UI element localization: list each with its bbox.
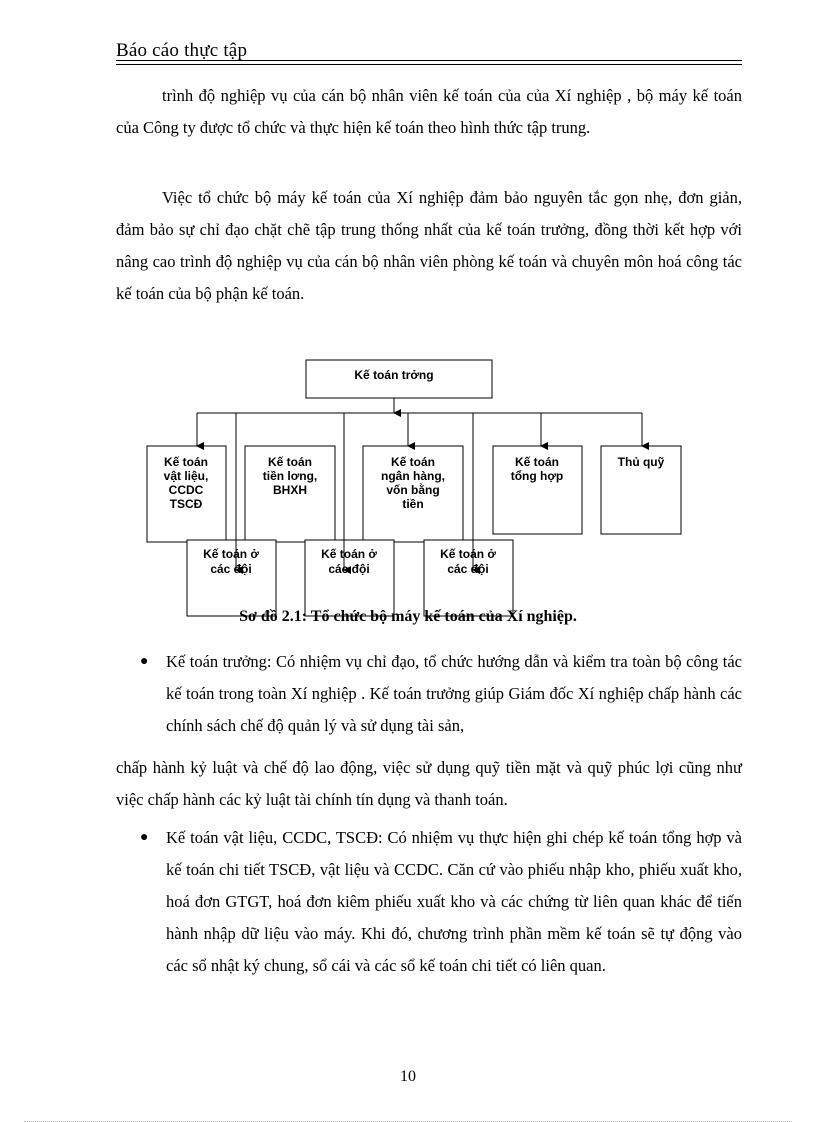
box-team-3-line2: các đội [447, 562, 489, 576]
diagram-caption: Sơ đồ 2.1: Tổ chức bộ máy kế toán của Xí nghiệp. [239, 608, 577, 625]
header-title: Báo cáo thực tập [116, 40, 248, 61]
page-bottom-line [24, 1121, 792, 1122]
bullet-text: Kế toán trưởng: Có nhiệm vụ chỉ đạo, tổ chức hướng dẫn và kiểm tra toàn bộ công tác kế toán trong toàn Xí nghiệp . Kế toán trưởng giúp Giám đốc Xí nghiệp chấp hành các chính sách chế độ quản lý và sử dụng tài sản, [166, 652, 742, 735]
box-materials-line2: vật liệu, [163, 469, 209, 483]
continuation-text: chấp hành kỷ luật và chế độ lao động, việc sử dụng quỹ tiền mặt và quỹ phúc lợi cũng như việc chấp hành các kỷ luật tài chính tín dụng và thanh toán. [116, 758, 742, 809]
box-team-3-line1: Kế toán ở [440, 547, 496, 561]
box-bank-line2: ngân hàng, [381, 469, 445, 483]
bullet-text: Kế toán vật liệu, CCDC, TSCĐ: Có nhiệm vụ thực hiện ghi chép kế toán tổng hợp và kế toán chi tiết TSCĐ, vật liệu và CCDC. Căn cứ vào phiếu nhập kho, phiếu xuất kho, hoá đơn GTGT, hoá đơn kiêm phiếu xuất kho và các chứng từ liên quan khác để tiến hành nhập dữ liệu vào máy. Khi đó, chương trình phần mềm kế toán sẽ tự động vào các sổ nhật ký chung, sổ cái và các sổ kế toán chi tiết có liên quan. [166, 828, 742, 975]
box-treasurer-line1: Thủ quỹ [617, 455, 665, 469]
bullet-icon: ● [140, 654, 149, 669]
box-salary-line3: BHXH [272, 483, 308, 497]
box-bank-line4: tiền [402, 497, 424, 511]
bullet-item-chief [116, 646, 742, 742]
box-team-1-line2: các đội [210, 562, 252, 576]
box-materials-line3: CCDC [168, 483, 204, 497]
page-number: 10 [400, 1068, 416, 1085]
box-team-1-line1: Kế toán ở [203, 547, 259, 561]
box-salary-line2: tiền lơng, [262, 469, 318, 483]
box-materials-line4: TSCĐ [169, 497, 203, 511]
paragraph-text: Việc tổ chức bộ máy kế toán của Xí nghiệp đảm bảo nguyên tắc gọn nhẹ, đơn giản, đảm bảo sự chỉ đạo chặt chẽ tập trung thống nhất của kế toán trưởng, đồng thời kết hợp với nâng cao trình độ nghiệp vụ của cán bộ nhân viên phòng kế toán và chuyên môn hoá công tác kế toán của bộ phận kế toán. [116, 188, 742, 303]
chief-accountant-label: Kế toán trởng [354, 368, 434, 382]
box-materials-line1: Kế toán [163, 455, 209, 469]
box-team-2-line1: Kế toán ở [321, 547, 377, 561]
box-bank-line3: vốn bằng [386, 483, 440, 497]
box-team-2-line2: các đội [328, 562, 370, 576]
box-bank-line1: Kế toán [390, 455, 436, 469]
box-general-line1: Kế toán [514, 455, 560, 469]
box-salary-line1: Kế toán [267, 455, 313, 469]
bullet-item-materials [116, 822, 742, 982]
bullet-icon: ● [140, 830, 149, 845]
paragraph-text: trình độ nghiệp vụ của cán bộ nhân viên kế toán của của Xí nghiệp , bộ máy kế toán của Công ty được tổ chức và thực hiện kế toán theo hình thức tập trung. [116, 86, 742, 137]
box-general-line2: tổng hợp [510, 469, 564, 483]
